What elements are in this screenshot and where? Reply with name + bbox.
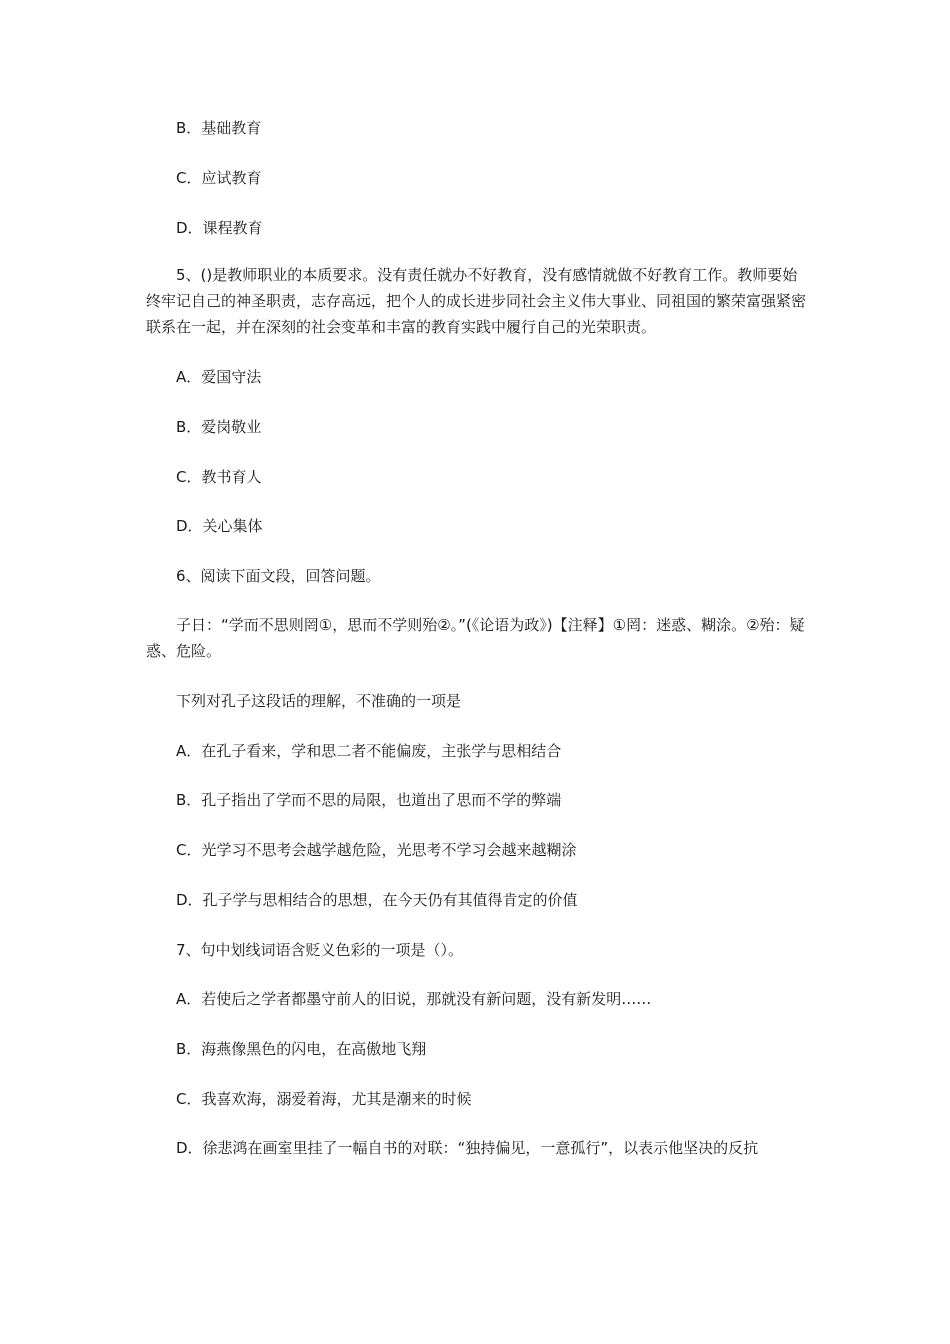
q7-stem: 7、句中划线词语含贬义色彩的一项是（）。 — [176, 941, 464, 959]
q4-option-d: D．课程教育 — [176, 219, 263, 237]
q4-option-c: C．应试教育 — [176, 169, 262, 187]
q5-option-d: D．关心集体 — [176, 517, 263, 535]
q5-stem: 5、()是教师职业的本质要求。没有责任就办不好教育，没有感情就做不好教育工作。教师要始终牢记自己的神圣职责，志存高远，把个人的成长进步同社会主义伟大事业、同祖国的繁荣富强紧密联系在一起，并在深刻的社会变革和丰富的教育实践中履行自己的光荣职责。 — [146, 266, 807, 336]
q6-stem: 6、阅读下面文段，回答问题。 — [176, 567, 381, 585]
q4-option-b: B．基础教育 — [176, 119, 262, 137]
q6-option-d: D．孔子学与思相结合的思想，在今天仍有其值得肯定的价值 — [176, 891, 578, 909]
q6-option-c: C．光学习不思考会越学越危险，光思考不学习会越来越糊涂 — [176, 841, 577, 859]
q7-option-d: D．徐悲鸿在画室里挂了一幅自书的对联：“独持偏见，一意孤行”，以表示他坚决的反抗 — [176, 1139, 759, 1157]
q5-option-a: A．爱国守法 — [176, 368, 262, 386]
q7-option-a: A．若使后之学者都墨守前人的旧说，那就没有新问题，没有新发明…… — [176, 990, 652, 1008]
q6-question: 下列对孔子这段话的理解，不准确的一项是 — [176, 692, 462, 710]
q6-passage: 子日：“学而不思则罔①，思而不学则殆②。”(《论语为政》)【注释】①罔：迷惑、糊涂。②殆：疑惑、危险。 — [146, 616, 805, 660]
q7-option-b: B．海燕像黑色的闪电，在高傲地飞翔 — [176, 1040, 427, 1058]
q6-option-a: A．在孔子看来，学和思二者不能偏废，主张学与思相结合 — [176, 742, 562, 760]
q5-option-c: C．教书育人 — [176, 468, 262, 486]
q6-option-b: B．孔子指出了学而不思的局限，也道出了思而不学的弊端 — [176, 791, 562, 809]
q7-option-c: C．我喜欢海，溺爱着海，尤其是潮来的时候 — [176, 1090, 472, 1108]
q5-option-b: B．爱岗敬业 — [176, 418, 262, 436]
